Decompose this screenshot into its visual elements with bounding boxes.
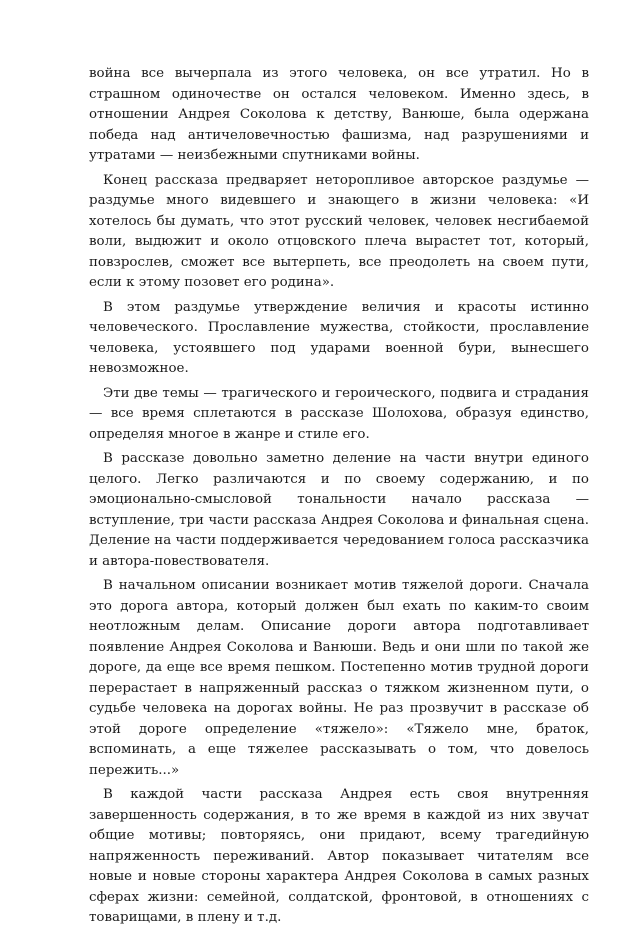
paragraph-4: Эти две темы — трагического и героического, подвига и страдания — все время сплетаются в рассказе Шолохова, образуя единство, определяя многое в жанре и стиле его. [89,385,589,442]
paragraph-6: В начальном описании возникает мотив тяжелой дороги. Сначала это дорога автора, который должен был ехать по каким-то своим неотложным делам. Описание дороги автора подготавливает появление Андрея Соколова и Ванюши. Ведь и они шли по такой же дороге, да еще все время пешком. Постепенно мотив трудной дороги перерастает в напряженный рассказ о тяжком жизненном пути, о судьбе человека на дорогах войны. Не раз прозвучит в рассказе об этой дороге определение «тяжело»: «Тяжело мне, браток, вспоминать, а еще тяжелее рассказывать о том, что довелось пережить...» [89,578,589,778]
paragraph-7: В каждой части рассказа Андрея есть своя внутренняя завершенность содержания, в то же время в каждой из них звучат общие мотивы; повторяясь, они придают, всему трагедийную напряженность переживаний. Автор показывает читателям все новые и новые стороны характера Андрея Соколова в самых разных сферах жизни: семейной, солдатской, фронтовой, в отношениях с товарищами, в плену и т.д. [89,787,589,925]
paragraph-1: война все вычерпала из этого человека, он все утратил. Но в страшном одиночестве он остался человеком. Именно здесь, в отношении Андрея Соколова к детству, Ванюше, была одержана победа над античеловечностью фашизма, над разрушениями и утратами — неизбежными спутниками войны. [89,66,589,163]
paragraph-2: Конец рассказа предваряет неторопливое авторское раздумье — раздумье много видевшего и знающего в жизни человека: «И хотелось бы думать, что этот русский человек, человек несгибаемой воли, выдюжит и около отцовского плеча вырастет тот, который, повзрослев, сможет все вытерпеть, все преодолеть на своем пути, если к этому позовет его родина». [89,172,589,290]
paragraph-5: В рассказе довольно заметно деление на части внутри единого целого. Легко различаются и по своему содержанию, и по эмоционально-смысловой тональности начало рассказа — вступление, три части рассказа Андрея Соколова и финальная сцена. Деление на части поддерживается чередованием голоса рассказчика и автора-повествователя. [89,451,589,569]
body-text [89,64,589,933]
paragraph-3: В этом раздумье утверждение величия и красоты истинно человеческого. Прославление мужества, стойкости, прославление человека, устоявшего под ударами военной бури, вынесшего невозможное. [89,299,589,376]
